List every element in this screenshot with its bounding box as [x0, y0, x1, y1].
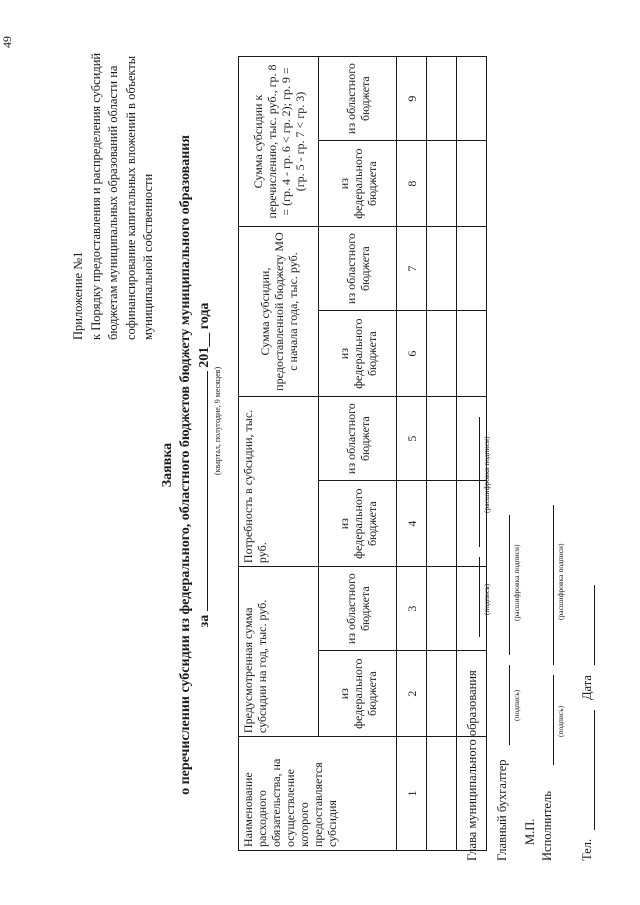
accountant-sign-caption: (подпись): [512, 689, 521, 721]
page-number: 49: [0, 36, 14, 48]
column-number: 2: [397, 651, 427, 737]
column-number: 8: [397, 141, 427, 227]
empty-cell: [427, 567, 457, 651]
form-subtitle: о перечислении субсидии из федерального, областного бюджетов бюджету муниципального образования: [178, 135, 193, 795]
column-number: 3: [397, 567, 427, 651]
column-name-header: Наименование расходного обязательства, на осуществление которого предоставляется субсидия: [239, 737, 397, 851]
subheader-federal: из федерального бюджета: [319, 141, 397, 227]
empty-cell: [457, 227, 487, 311]
phone-line: [594, 710, 595, 830]
empty-cell: [427, 651, 457, 737]
executor-sign-caption: (подпись): [556, 705, 565, 737]
column-number: 1: [397, 737, 427, 851]
empty-cell: [427, 311, 457, 397]
accountant-decode-caption: (расшифровка подписи): [512, 544, 521, 621]
period-blank: [195, 371, 208, 611]
empty-cell: [457, 57, 487, 141]
head-decode-caption: (расшифровка подписи): [482, 436, 491, 513]
period-line: [195, 85, 222, 845]
executor-decode-line: [553, 505, 554, 665]
appendix-line: бюджетам муниципальных образований области на: [106, 65, 120, 340]
executor-sign-line: [553, 675, 554, 765]
empty-cell: [427, 481, 457, 567]
appendix-line: к Порядку предоставления и распределения субсидий: [88, 52, 103, 340]
head-sign-caption: (подпись): [482, 583, 491, 615]
empty-cell: [457, 311, 487, 397]
subheader-federal: из федерального бюджета: [319, 651, 397, 737]
head-sign-line: [479, 557, 480, 637]
head-label: Глава муниципального образования: [465, 670, 479, 861]
subheader-regional: из областного бюджета: [319, 57, 397, 141]
period-suffix: 201__ года: [197, 302, 212, 368]
group-header-need: Потребность в субсидии, тыс. руб.: [239, 397, 319, 567]
accountant-decode-line: [509, 515, 510, 655]
empty-cell: [427, 227, 457, 311]
date-line: [594, 585, 595, 665]
empty-cell: [427, 141, 457, 227]
executor-decode-caption: (расшифровка подписи): [556, 543, 565, 620]
phone-label: Тел.: [580, 838, 594, 861]
empty-cell: [457, 141, 487, 227]
executor-label: Исполнитель: [540, 791, 554, 861]
period-prefix: за: [197, 614, 212, 628]
accountant-sign-line: [509, 665, 510, 745]
empty-cell: [427, 737, 457, 851]
column-number: 5: [397, 397, 427, 481]
subheader-federal: из федерального бюджета: [319, 481, 397, 567]
stamp-label: М.П.: [523, 818, 537, 845]
column-number: 6: [397, 311, 427, 397]
subsidy-table: [238, 56, 487, 851]
column-number: 4: [397, 481, 427, 567]
subheader-regional: из областного бюджета: [319, 567, 397, 651]
empty-cell: [427, 397, 457, 481]
subheader-regional: из областного бюджета: [319, 397, 397, 481]
appendix-line: муниципальной собственности: [141, 173, 155, 340]
appendix-block: [70, 10, 158, 340]
subheader-federal: из федерального бюджета: [319, 311, 397, 397]
accountant-label: Главный бухгалтер: [495, 759, 509, 861]
group-header-planned: Предусмотренная сумма субсидии на год, тыс. руб.: [239, 567, 319, 737]
subheader-regional: из областного бюджета: [319, 227, 397, 311]
group-header-to-transfer: Сумма субсидии к перечислению, тыс. руб., гр. 8 = (гр. 4 - гр. 6 < гр. 2); гр. 9 = (гр. 5 - гр. 7 < гр. 3): [239, 57, 319, 227]
group-header-provided: Сумма субсидии, предоставленной бюджету МО с начала года, тыс. руб.: [239, 227, 319, 397]
column-number: 9: [397, 57, 427, 141]
column-number: 7: [397, 227, 427, 311]
empty-cell: [427, 57, 457, 141]
date-label: Дата: [580, 675, 594, 700]
head-decode-line: [479, 417, 480, 547]
form-heading: Заявка: [160, 442, 175, 488]
appendix-line: Приложение №1: [71, 251, 85, 340]
appendix-line: софинансирование капитальных вложений в объекты: [123, 55, 138, 340]
period-hint: (квартал, полугодие, 9 месяцев): [213, 366, 222, 475]
